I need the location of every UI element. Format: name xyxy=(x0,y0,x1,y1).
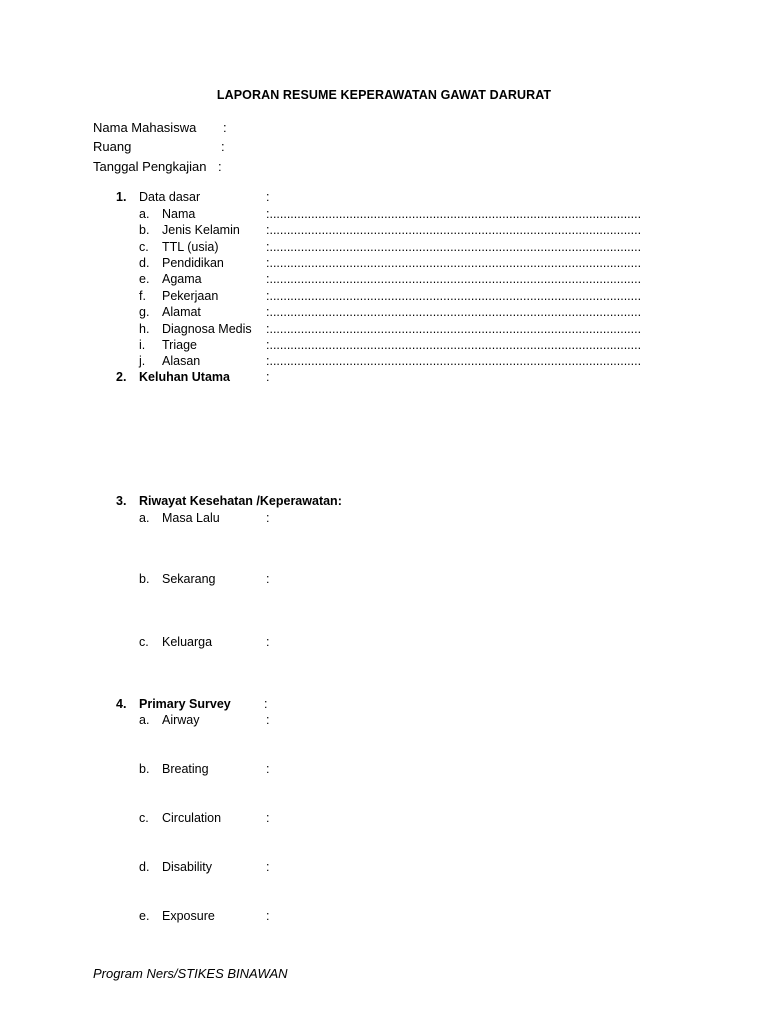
section-4-number: 4. xyxy=(116,697,127,711)
field-label-gender: Jenis Kelamin xyxy=(162,223,240,237)
field-blank-birth: :........................................................................................................... xyxy=(266,240,642,254)
list-item-letter: c. xyxy=(139,635,149,649)
list-item-letter: c. xyxy=(139,240,149,254)
field-label-birth: TTL (usia) xyxy=(162,240,219,254)
list-item-letter: b. xyxy=(139,572,150,586)
field-label-reason: Alasan xyxy=(162,354,201,368)
field-colon-circulation: : xyxy=(266,811,270,825)
list-item-letter: g. xyxy=(139,305,150,319)
list-item-letter: f. xyxy=(139,289,146,303)
list-item-letter: d. xyxy=(139,860,150,874)
field-colon-current-history: : xyxy=(266,572,270,586)
room-colon: : xyxy=(221,139,225,154)
field-label-breathing: Breating xyxy=(162,762,209,776)
field-colon-exposure: : xyxy=(266,909,270,923)
list-item-letter: h. xyxy=(139,322,150,336)
list-item-letter: j. xyxy=(139,354,146,368)
list-item-letter: c. xyxy=(139,811,149,825)
field-colon-breathing: : xyxy=(266,762,270,776)
list-item-letter: a. xyxy=(139,713,150,727)
field-label-current-history: Sekarang xyxy=(162,572,216,586)
list-item-letter: d. xyxy=(139,256,150,270)
section-3-number: 3. xyxy=(116,494,127,508)
section-1-colon: : xyxy=(266,190,270,204)
field-label-exposure: Exposure xyxy=(162,909,215,923)
section-1-title: Data dasar xyxy=(139,190,201,204)
field-blank-reason: :........................................................................................................... xyxy=(266,354,642,368)
field-label-family-history: Keluarga xyxy=(162,635,213,649)
field-colon-disability: : xyxy=(266,860,270,874)
student-name-label: Nama Mahasiswa xyxy=(93,120,197,135)
field-blank-address: :........................................................................................................... xyxy=(266,305,642,319)
field-label-religion: Agama xyxy=(162,272,202,286)
section-4-colon: : xyxy=(264,697,268,711)
section-2-number: 2. xyxy=(116,370,127,384)
field-label-education: Pendidikan xyxy=(162,256,224,270)
field-label-circulation: Circulation xyxy=(162,811,222,825)
list-item-letter: e. xyxy=(139,272,150,286)
section-3-title: Riwayat Kesehatan /Keperawatan: xyxy=(139,494,342,508)
page-title: LAPORAN RESUME KEPERAWATAN GAWAT DARURAT xyxy=(216,88,552,102)
field-label-name: Nama xyxy=(162,207,196,221)
field-blank-occupation: :........................................................................................................... xyxy=(266,289,642,303)
field-label-triage: Triage xyxy=(162,338,197,352)
field-label-occupation: Pekerjaan xyxy=(162,289,219,303)
section-1-number: 1. xyxy=(116,190,127,204)
room-label: Ruang xyxy=(93,139,132,154)
field-blank-diagnosis: :........................................................................................................... xyxy=(266,322,642,336)
field-blank-triage: :........................................................................................................... xyxy=(266,338,642,352)
field-blank-name: :........................................................................................................... xyxy=(266,207,642,221)
field-blank-education: :........................................................................................................... xyxy=(266,256,642,270)
field-colon-airway: : xyxy=(266,713,270,727)
field-blank-gender: :........................................................................................................... xyxy=(266,223,642,237)
assessment-date-colon: : xyxy=(218,159,222,174)
field-label-diagnosis: Diagnosa Medis xyxy=(162,322,252,336)
field-colon-family-history: : xyxy=(266,635,270,649)
field-label-past-history: Masa Lalu xyxy=(162,511,220,525)
field-label-disability: Disability xyxy=(162,860,213,874)
field-label-airway: Airway xyxy=(162,713,200,727)
student-name-colon: : xyxy=(223,120,227,135)
section-2-title: Keluhan Utama xyxy=(139,370,230,384)
list-item-letter: b. xyxy=(139,762,150,776)
field-blank-religion: :........................................................................................................... xyxy=(266,272,642,286)
section-4-title: Primary Survey xyxy=(139,697,231,711)
field-colon-past-history: : xyxy=(266,511,270,525)
list-item-letter: b. xyxy=(139,223,150,237)
list-item-letter: a. xyxy=(139,207,150,221)
section-2-colon: : xyxy=(266,370,270,384)
list-item-letter: e. xyxy=(139,909,150,923)
list-item-letter: i. xyxy=(139,338,146,352)
page-footer: Program Ners/STIKES BINAWAN xyxy=(93,966,288,981)
list-item-letter: a. xyxy=(139,511,150,525)
assessment-date-label: Tanggal Pengkajian xyxy=(93,159,207,174)
field-label-address: Alamat xyxy=(162,305,201,319)
